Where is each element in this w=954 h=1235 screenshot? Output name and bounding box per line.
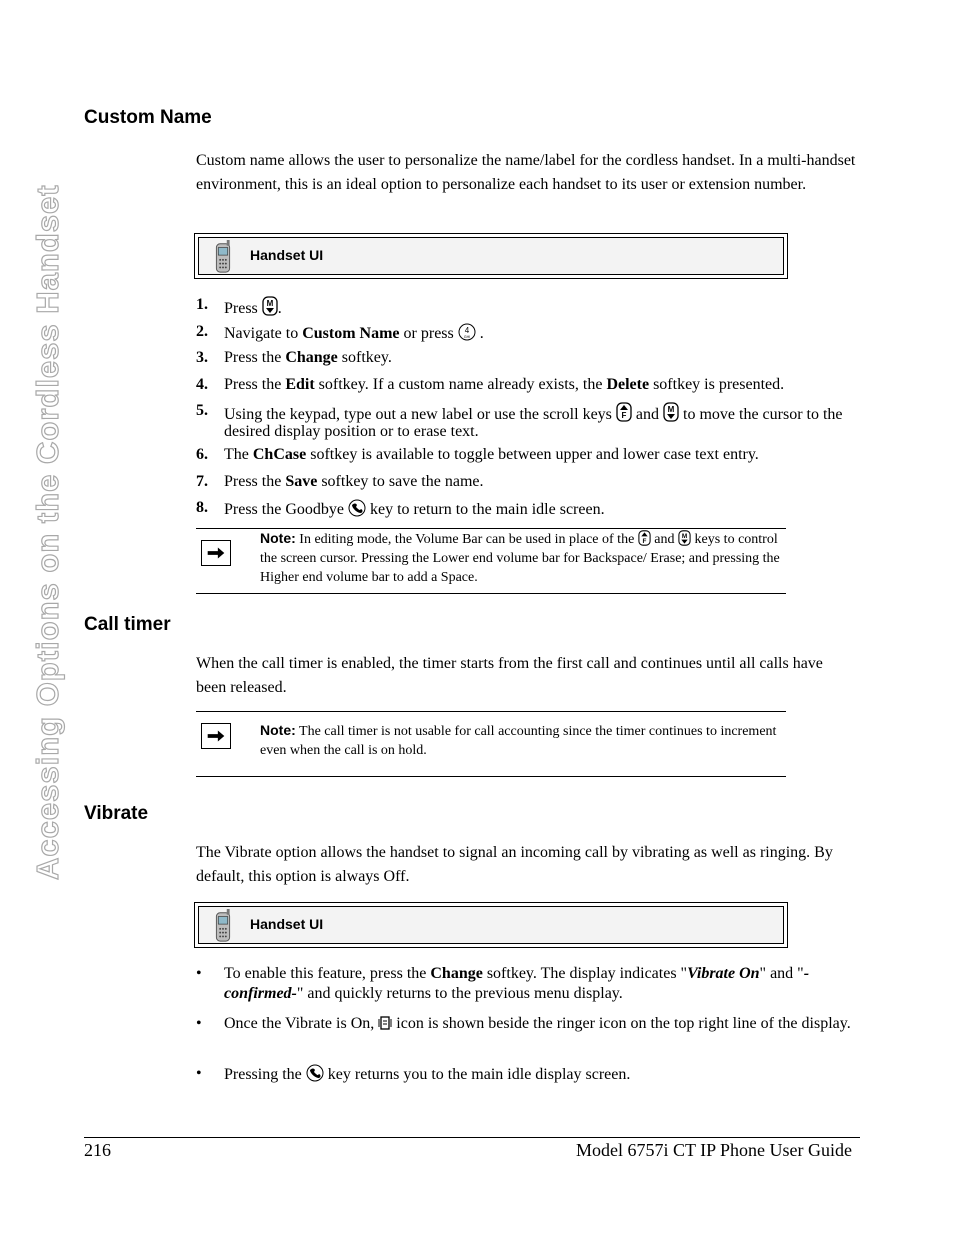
step-bold: Edit	[285, 376, 315, 393]
step-number: 4.	[196, 376, 208, 393]
note-label: Note:	[260, 530, 296, 546]
key-4-icon	[458, 323, 476, 341]
note-arrow-icon	[201, 723, 231, 749]
step-text: Press	[224, 300, 262, 317]
handset-phone-icon	[211, 909, 235, 943]
bullet-text: " and "	[759, 965, 804, 982]
step-text: The	[224, 446, 253, 463]
goodbye-key-icon	[306, 1064, 324, 1082]
step-text: Navigate to	[224, 325, 303, 342]
note-box-call-timer	[196, 711, 786, 777]
handset-ui-box	[194, 902, 788, 948]
handset-ui-label: Handset UI	[250, 247, 324, 263]
step-text: softkey.	[337, 349, 392, 366]
handset-ui-label: Handset UI	[250, 916, 324, 932]
note-text: The call timer is not usable for call accounting since the timer continues to increment even when the call is on hold.	[260, 724, 777, 758]
note-text: keys to control the screen cursor. Pressing the Lower end volume bar for Backspace/ Erase; and pressing the Higher end volume bar to add a Space.	[260, 532, 780, 585]
bullet-text: icon is shown beside the ringer icon on the top right line of the display.	[392, 1015, 851, 1032]
handset-phone-icon	[211, 240, 235, 274]
menu-down-key-icon	[262, 296, 278, 316]
note-text: and	[650, 532, 679, 547]
step-text: Press the	[224, 349, 286, 366]
vibrate-intro: The Vibrate option allows the handset to signal an incoming call by vibrating as well as ringing. By default, this option is always Off.	[196, 844, 833, 885]
step-text: and	[631, 406, 664, 423]
step-text: to move the cursor to the desired display position or to erase text.	[224, 406, 843, 440]
step-bold: Custom Name	[302, 325, 400, 342]
step-number: 3.	[196, 349, 208, 366]
menu-up-key-icon	[616, 402, 632, 422]
vibrate-icon	[378, 1015, 392, 1031]
note-label: Note:	[260, 722, 296, 738]
step-text: Press the	[224, 473, 286, 490]
footer-rule	[84, 1137, 860, 1138]
bullet-text: softkey. The display indicates "	[482, 965, 688, 982]
bullet-bold: Change	[430, 965, 483, 982]
menu-up-key-icon	[638, 530, 651, 546]
step-text: softkey is available to toggle between upper and lower case text entry.	[306, 446, 759, 463]
bullet-italic: Vibrate On	[687, 965, 760, 982]
bullet-dot: •	[196, 1015, 202, 1032]
step-text: Press the	[224, 376, 286, 393]
bullet-text: To enable this feature, press the	[224, 965, 431, 982]
step-bold: Save	[285, 473, 318, 490]
step-bold: Change	[285, 349, 338, 366]
bullet-dot: •	[196, 1065, 202, 1082]
menu-down-key-icon	[678, 530, 691, 546]
step-text: softkey to save the name.	[317, 473, 484, 490]
bullet-italic: -confirmed-	[224, 965, 810, 1002]
step-text: .	[479, 325, 484, 342]
step-text: Using the keypad, type out a new label or use the scroll keys	[224, 406, 616, 423]
step-text: or press	[399, 325, 458, 342]
menu-down-key-icon	[663, 402, 679, 422]
bullet-text: " and quickly returns to the previous menu display.	[296, 985, 623, 1002]
step-number: 7.	[196, 473, 208, 490]
note-box-custom-name	[196, 528, 786, 594]
call-timer-heading: Call timer	[84, 614, 171, 635]
note-arrow-icon	[201, 540, 231, 566]
bullet-text: key returns you to the main idle display screen.	[323, 1066, 631, 1083]
goodbye-key-icon	[348, 499, 366, 517]
footer-title: Model 6757i CT IP Phone User Guide	[576, 1140, 852, 1160]
vibrate-heading: Vibrate	[84, 803, 149, 824]
custom-name-heading: Custom Name	[84, 107, 212, 128]
step-number: 8.	[196, 499, 208, 516]
step-text: softkey. If a custom name already exists, the	[314, 376, 607, 393]
step-number: 6.	[196, 446, 208, 463]
step-bold: ChCase	[252, 446, 307, 463]
custom-name-intro: Custom name allows the user to personalize the name/label for the cordless handset. In a multi-handset environment, this is an ideal option to personalize each handset to its user or extension number.	[196, 152, 856, 193]
step-number: 2.	[196, 323, 208, 340]
step-text: softkey is presented.	[649, 376, 785, 393]
step-text: Press the Goodbye	[224, 501, 348, 518]
bullet-text: Pressing the	[224, 1066, 306, 1083]
step-text: key to return to the main idle screen.	[365, 501, 605, 518]
bullet-text: Once the Vibrate is On,	[224, 1015, 379, 1032]
call-timer-intro: When the call timer is enabled, the timer starts from the first call and continues until all calls have been released.	[196, 655, 823, 696]
step-number: 5.	[196, 402, 208, 419]
bullet-dot: •	[196, 965, 202, 982]
note-text: In editing mode, the Volume Bar can be used in place of the	[295, 532, 638, 547]
handset-ui-box	[194, 233, 788, 279]
step-text: .	[277, 300, 282, 317]
step-number: 1.	[196, 296, 208, 313]
side-tab-title: Accessing Options on the Cordless Handset	[30, 184, 65, 880]
page-number: 216	[84, 1140, 111, 1160]
step-bold: Delete	[606, 376, 650, 393]
